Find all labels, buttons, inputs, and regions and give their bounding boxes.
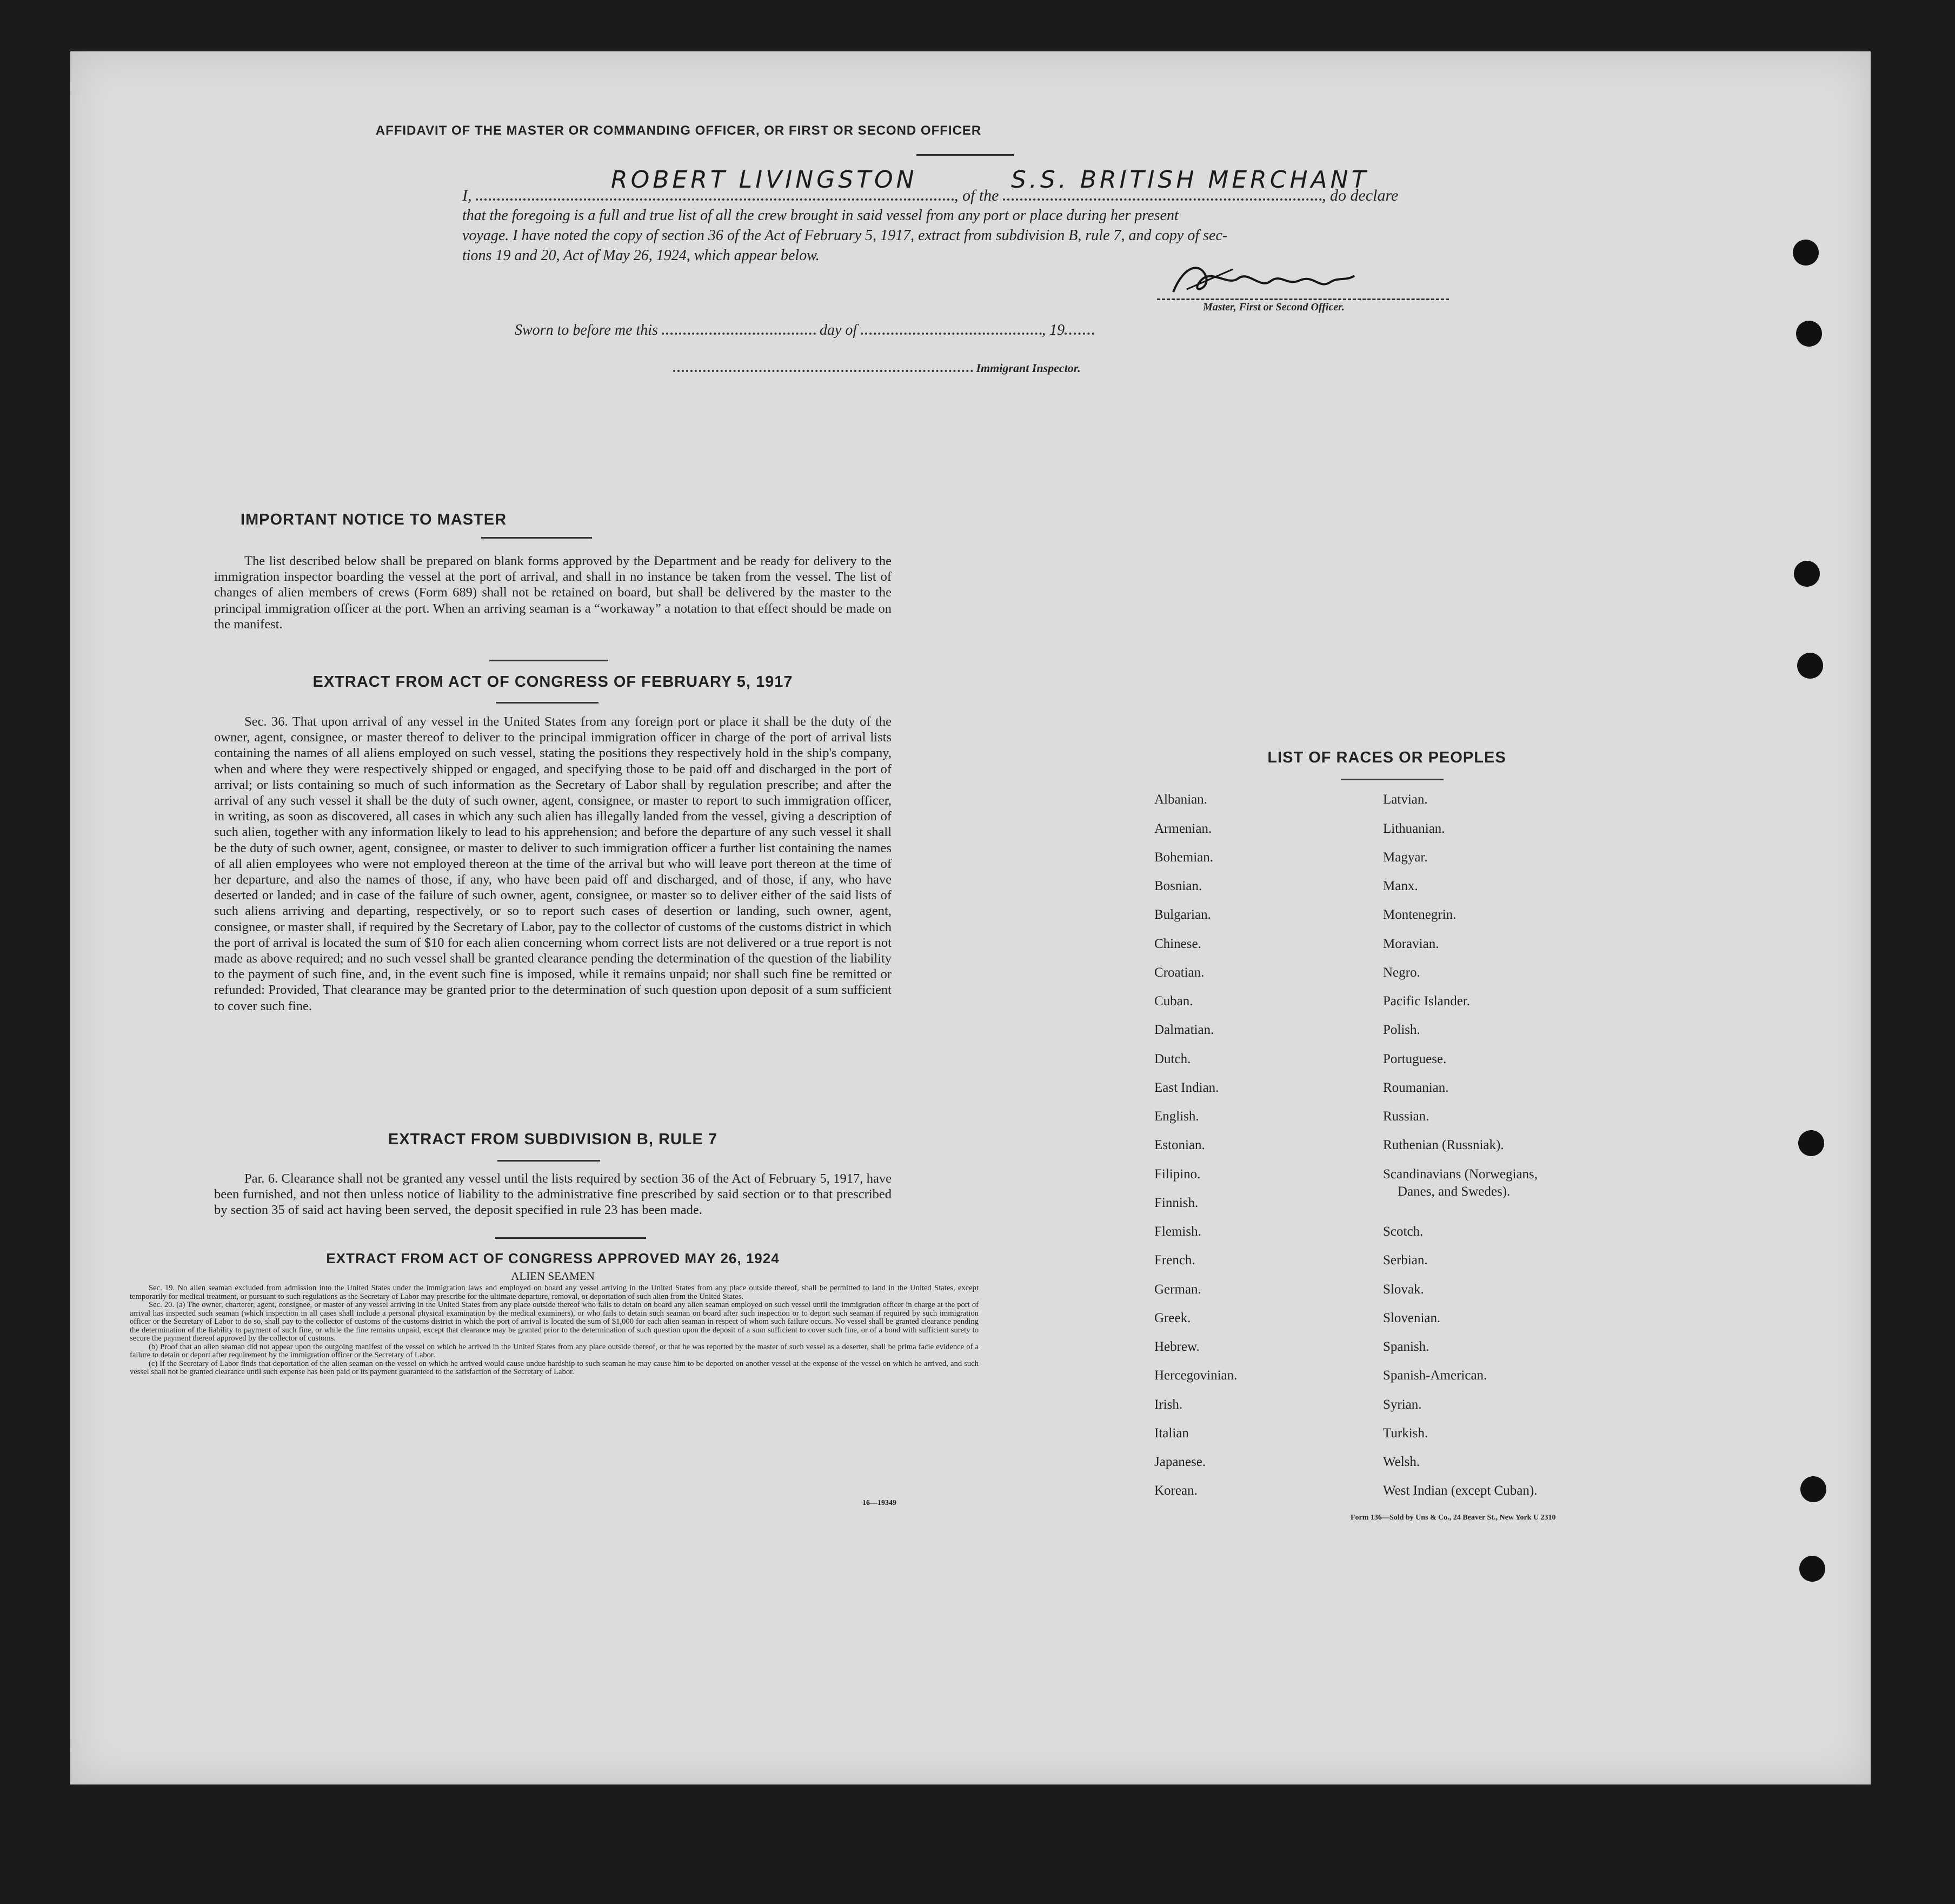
form-note: Form 136—Sold by Uns & Co., 24 Beaver St., New York U 2310 <box>1351 1514 1556 1522</box>
punch-hole <box>1793 240 1819 266</box>
race-item: Slovak. <box>1383 1282 1424 1297</box>
notice-divider <box>481 537 592 539</box>
extract-1924-title: EXTRACT FROM ACT OF CONGRESS APPROVED MAY 26, 1924 <box>326 1250 780 1266</box>
inspector-signature-field[interactable] <box>673 370 973 372</box>
sec-20c: (c) If the Secretary of Labor finds that deportation of the alien seaman on the vessel on which he arrived would cause undue hardship to such seaman he may cause him to be deported on another vessel at the expense of the vessel on which he arrived, and such vessel shall not be granted clearance until such expense has been paid or its payment guaranteed to the satisfaction of the Secretary of Labor. <box>130 1359 979 1376</box>
races-title: LIST OF RACES OR PEOPLES <box>1267 749 1506 766</box>
race-item: Hebrew. <box>1154 1339 1200 1354</box>
sworn-day-field[interactable] <box>662 333 816 335</box>
race-item: Finnish. <box>1154 1196 1199 1210</box>
extract-1917-title: EXTRACT FROM ACT OF CONGRESS OF FEBRUARY 5, 1917 <box>312 673 793 691</box>
race-item: Portuguese. <box>1383 1052 1447 1066</box>
race-item: Manx. <box>1383 879 1418 893</box>
race-item: Dalmatian. <box>1154 1023 1214 1037</box>
extract-1924-text <box>130 1284 979 1377</box>
race-item: Polish. <box>1383 1023 1420 1037</box>
title-divider <box>916 154 1014 156</box>
race-item: Filipino. <box>1154 1167 1201 1182</box>
race-item: Croatian. <box>1154 965 1205 980</box>
race-item: German. <box>1154 1282 1201 1297</box>
inspector-caption: Immigrant Inspector. <box>976 361 1081 375</box>
sworn-year-field[interactable] <box>1065 333 1094 335</box>
affidavit-line-2: that the foregoing is a full and true list of all the crew brought in said vessel from any port or place during her present <box>462 207 1179 224</box>
race-item: Bulgarian. <box>1154 907 1211 922</box>
sec-20a: Sec. 20. (a) The owner, charterer, agent, consignee, or master of any vessel arriving in the United States from any place outside thereof who fails to detain on board any alien seaman employed on such vessel until the immigration officer in charge at the port of arrival has inspected such seaman (which inspection in all cases shall include a personal physical examination by the medical examiners), or who fails to detain such seaman on board after such inspection or to deport such seaman if required by such immigration officer or the Secretary of Labor to do so, shall pay to the collector of customs of the customs district in which the port of arrival is located the sum of $1,000 for each alien seaman in respect of whom such failure occurs. No vessel shall be granted clearance pending the determination of the liability to payment of such fine, or while the fine remains unpaid, except that clearance may be granted prior to the determination of such question upon the deposit of a sum sufficient to cover such fine, or of a bond with sufficient surety to secure the payment thereof approved by the collector of customs. <box>130 1301 979 1343</box>
race-item: Latvian. <box>1383 792 1428 807</box>
affidavit-line-4: tions 19 and 20, Act of May 26, 1924, which appear below. <box>462 247 820 264</box>
punch-hole <box>1794 561 1820 587</box>
race-item: Hercegovinian. <box>1154 1368 1238 1383</box>
notice-bottom-divider <box>489 660 608 661</box>
race-item: Armenian. <box>1154 821 1212 836</box>
race-item: Flemish. <box>1154 1224 1201 1239</box>
race-item-continuation: Danes, and Swedes). <box>1398 1184 1511 1199</box>
race-item: Lithuanian. <box>1383 821 1445 836</box>
race-item: Estonian. <box>1154 1138 1205 1152</box>
punch-hole <box>1799 1556 1825 1582</box>
race-item: Moravian. <box>1383 937 1439 951</box>
race-item: Italian <box>1154 1426 1189 1441</box>
extract-1917-divider <box>496 702 599 704</box>
race-item: Magyar. <box>1383 850 1428 865</box>
inspector-line <box>673 361 1081 375</box>
race-item: Dutch. <box>1154 1052 1191 1066</box>
master-name-handwritten: ROBERT LIVINGSTON <box>611 166 917 194</box>
race-item: Montenegrin. <box>1383 907 1457 922</box>
race-item: English. <box>1154 1109 1199 1124</box>
rule7-body: Par. 6. Clearance shall not be granted any vessel until the lists required by section 36 of the Act of February 5, 1917, have been furnished, and not then unless notice of liability to the administrative fine prescribed by said section or to that prescribed by section 35 of said act having been served, the deposit specified in rule 23 has been made. <box>214 1171 892 1218</box>
race-item: East Indian. <box>1154 1080 1219 1095</box>
race-item: West Indian (except Cuban). <box>1383 1483 1538 1498</box>
race-item: Greek. <box>1154 1311 1191 1325</box>
rule7-title: EXTRACT FROM SUBDIVISION B, RULE 7 <box>388 1131 718 1148</box>
race-item: Turkish. <box>1383 1426 1428 1441</box>
race-item: Irish. <box>1154 1397 1183 1412</box>
document-sheet <box>70 51 1871 1784</box>
rule7-bottom-divider <box>495 1237 646 1239</box>
print-code: 16—19349 <box>862 1499 896 1507</box>
vessel-name-handwritten: S.S. BRITISH MERCHANT <box>1011 166 1369 194</box>
race-item: Scandinavians (Norwegians, <box>1383 1167 1538 1182</box>
race-item: Chinese. <box>1154 937 1201 951</box>
sec-19: Sec. 19. No alien seaman excluded from admission into the United States under the immigration laws and employed on board any vessel arriving in the United States from any place outside thereof, shall be permitted to land in the United States, except temporarily for medical treatment, or pursuant to such regulations as the Secretary of Labor may prescribe for the ultimate departure, removal, or deportation of such alien from the United States. <box>130 1284 979 1301</box>
race-item: Bosnian. <box>1154 879 1202 893</box>
notice-title: IMPORTANT NOTICE TO MASTER <box>240 511 507 528</box>
race-item: Albanian. <box>1154 792 1207 807</box>
extract-1924-subtitle: ALIEN SEAMEN <box>511 1270 595 1283</box>
race-item: Ruthenian (Russniak). <box>1383 1138 1504 1152</box>
punch-hole <box>1796 321 1822 347</box>
sworn-month-field[interactable] <box>861 333 1042 335</box>
race-item: Pacific Islander. <box>1383 994 1471 1009</box>
affidavit-line-1 <box>462 166 1399 205</box>
affidavit-line-3: voyage. I have noted the copy of section 36 of the Act of February 5, 1917, extract from subdivision B, rule 7, and copy of sec- <box>462 227 1228 244</box>
race-item: Slovenian. <box>1383 1311 1441 1325</box>
rule7-divider <box>497 1160 600 1162</box>
extract-1917-body: Sec. 36. That upon arrival of any vessel in the United States from any foreign port or place it shall be the duty of the owner, agent, consignee, or master thereof to deliver to the principal immigration officer in charge of the port of arrival lists containing the names of all aliens employed on such vessel, stating the positions they respectively hold in the ship's company, when and where they were respectively shipped or engaged, and specifying those to be paid off and discharged in the port of arrival; or lists containing so much of such information as the Secretary of Labor shall by regulation prescribe; and after the arrival of any such vessel it shall be the duty of such owner, agent, consignee, or master to report to such immigration officer, in writing, as soon as discovered, all cases in which any such alien has illegally landed from the vessel, giving a description of such alien, together with any information likely to lead to his apprehension; and before the departure of any such vessel it shall be the duty of such owner, agent, consignee, or master to deliver to such immigration officer a further list containing the names of all alien employees who were not employed thereon at the time of the arrival but who will leave port thereon at the time of her departure, and also the names of those, if any, who have been paid off and discharged, and of those, if any, who have deserted or landed; and in case of the failure of such owner, agent, consignee, or master so to deliver either of the said lists of such aliens arriving and departing, respectively, or so to report such cases of desertion or landing, such owner, agent, consignee, or master shall, if required by the Secretary of Labor, pay to the collector of customs of the customs district in which the port of arrival is located the sum of $10 for each alien concerning whom correct lists are not delivered or a true report is not made as above required; and no such vessel shall be granted clearance pending the determination of the question of the liability to the payment of such fine, and, in the event such fine is imposed, while it remains unpaid; nor shall such fine be remitted or refunded: Provided, That clearance may be granted prior to the determination of such question upon deposit of a sum sufficient to cover such fine. <box>214 714 892 1013</box>
sec-20b: (b) Proof that an alien seaman did not appear upon the outgoing manifest of the vessel on which he arrived in the United States from any place outside thereof, or that he was reported by the master of such vessel as a deserter, shall be prima facie evidence of a failure to detain or deport after requirement by the immigration officer or the Secretary of Labor. <box>130 1342 979 1359</box>
race-item: Spanish-American. <box>1383 1368 1487 1383</box>
punch-hole <box>1798 1130 1824 1156</box>
race-item: Scotch. <box>1383 1224 1424 1239</box>
sworn-prefix: Sworn to before me this <box>515 322 658 339</box>
signature-scrawl <box>1168 260 1395 303</box>
race-item: Serbian. <box>1383 1253 1428 1268</box>
punch-hole <box>1797 653 1823 679</box>
text-i: I, <box>462 187 472 204</box>
affidavit-title: AFFIDAVIT OF THE MASTER OR COMMANDING OFFICER, OR FIRST OR SECOND OFFICER <box>375 123 982 138</box>
signature-caption: Master, First or Second Officer. <box>1203 301 1345 313</box>
signature-line <box>1157 298 1449 300</box>
race-item: Syrian. <box>1383 1397 1422 1412</box>
notice-body: The list described below shall be prepared on blank forms approved by the Department and be ready for delivery to the immigration inspector boarding the vessel at the port of arrival, and shall in no instance be taken from the vessel. The list of changes of alien members of crews (Form 689) shall not be retained on board, but shall be delivered by the master to the principal immigration officer at the port. When an arriving seaman is a “workaway” a notation to that effect should be made on the manifest. <box>214 554 892 632</box>
sworn-line <box>515 322 1094 339</box>
race-item: Negro. <box>1383 965 1420 980</box>
race-item: Cuban. <box>1154 994 1193 1009</box>
punch-hole <box>1800 1476 1826 1502</box>
race-item: Japanese. <box>1154 1455 1206 1469</box>
race-item: Spanish. <box>1383 1339 1429 1354</box>
sworn-day-label: day of <box>819 322 857 339</box>
race-item: French. <box>1154 1253 1195 1268</box>
signature <box>1168 260 1395 303</box>
race-item: Welsh. <box>1383 1455 1420 1469</box>
sworn-year-label: , 19 <box>1042 322 1065 339</box>
races-divider <box>1341 779 1444 780</box>
race-item: Russian. <box>1383 1109 1429 1124</box>
text-of-the: , of the <box>954 187 999 204</box>
master-name-field[interactable] <box>476 166 954 201</box>
race-item: Bohemian. <box>1154 850 1214 865</box>
race-item: Roumanian. <box>1383 1080 1449 1095</box>
text-do-declare: , do declare <box>1322 187 1399 204</box>
race-item: Korean. <box>1154 1483 1198 1498</box>
